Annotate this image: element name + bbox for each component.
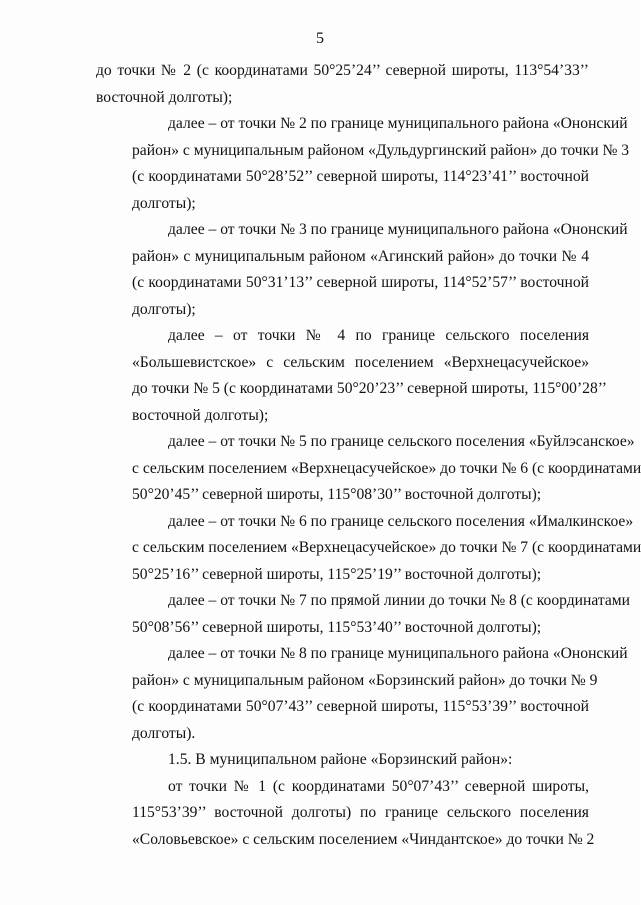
text-line: район» с муниципальным районом «Агинский район» до точки № 4 [132, 247, 589, 265]
paragraph [96, 641, 628, 747]
text-line: далее – от точки № 3 по границе муниципального района «Ононский [168, 221, 628, 238]
text-line: (с координатами 50°07’43’’ северной широты, 115°53’39’’ восточной [132, 698, 589, 715]
text-line: 115°53’39’’ восточной долготы) по границе сельского поселения [132, 804, 589, 821]
text-line: до точки № 5 (с координатами 50°20’23’’ северной широты, 115°00’28’’ [132, 380, 607, 397]
text-line: 50°20’45’’ северной широты, 115°08’30’’ восточной долготы); [132, 486, 542, 503]
text-line: 1.5. В муниципальном районе «Борзинский район»: [168, 751, 513, 768]
paragraph [96, 509, 641, 589]
paragraph [96, 58, 589, 111]
paragraph [96, 111, 630, 217]
text-line: с сельским поселением «Верхнецасучейское» до точки № 7 (с координатами [132, 539, 641, 556]
paragraph [96, 217, 628, 323]
paragraph [96, 588, 631, 641]
paragraph [96, 747, 589, 774]
paragraph [96, 323, 607, 429]
paragraph [96, 774, 595, 854]
text-line: долготы); [132, 300, 196, 318]
text-line: долготы). [132, 724, 196, 742]
text-line: далее – от точки № 5 по границе сельского поселения «Буйлэсанское» [168, 433, 635, 450]
text-line: далее – от точки № 4 по границе сельского поселения [168, 327, 589, 344]
text-line: район» с муниципальным районом «Дульдургинский район» до точки № 3 [132, 141, 630, 159]
text-line: от точки № 1 (с координатами 50°07’43’’ северной широты, [168, 777, 589, 795]
text-line: далее – от точки № 8 по границе муниципального района «Ононский [168, 645, 628, 662]
document-body [96, 58, 641, 853]
text-line: 50°08’56’’ северной широты, 115°53’40’’ восточной долготы); [132, 618, 542, 636]
text-line: район» с муниципальным районом «Борзинский район» до точки № 9 [132, 671, 598, 689]
text-line: (с координатами 50°28’52’’ северной широты, 114°23’41’’ восточной [132, 168, 589, 185]
text-line: 50°25’16’’ северной широты, 115°25’19’’ восточной долготы); [132, 565, 542, 583]
text-line: «Соловьевское» с сельским поселением «Чиндантское» до точки № 2 [132, 830, 595, 848]
text-line: долготы); [132, 194, 196, 212]
paragraph [96, 429, 641, 509]
text-line: с сельским поселением «Верхнецасучейское» до точки № 6 (с координатами [132, 459, 641, 477]
text-line: восточной долготы); [96, 88, 233, 106]
text-line: до точки № 2 (с координатами 50°25’24’’ северной широты, 113°54’33’’ [96, 62, 589, 79]
text-line: (с координатами 50°31’13’’ северной широты, 114°52’57’’ восточной [132, 274, 589, 291]
text-line: далее – от точки № 6 по границе сельского поселения «Ималкинское» [168, 512, 634, 530]
text-line: восточной долготы); [132, 406, 269, 424]
text-line: далее – от точки № 2 по границе муниципального района «Ононский [168, 115, 628, 132]
page-number: 5 [316, 30, 324, 47]
text-line: далее – от точки № 7 по прямой линии до точки № 8 (с координатами [168, 592, 631, 609]
text-line: «Большевистское» с сельским поселением «Верхнецасучейское» [132, 353, 589, 371]
